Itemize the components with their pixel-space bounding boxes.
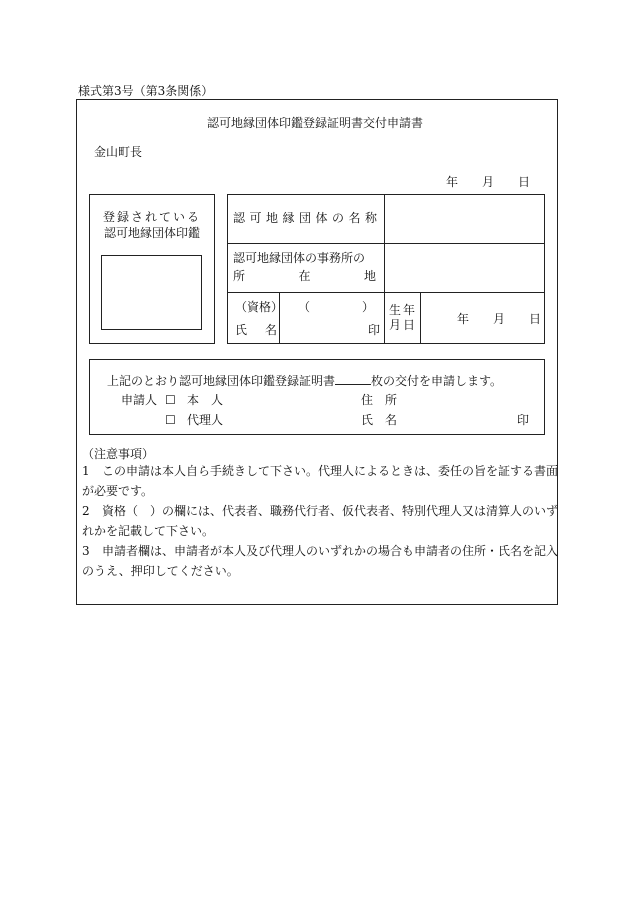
- applicant-seal-mark: 印: [517, 413, 530, 427]
- table-row-divider: [227, 243, 545, 244]
- note-number: 1: [82, 464, 90, 478]
- birthdate-label-line1: 生年: [389, 303, 418, 317]
- representative-name-field[interactable]: [285, 318, 365, 340]
- applicant-name-field[interactable]: [400, 410, 510, 428]
- birthdate-day-label: 日: [529, 312, 542, 326]
- representative-seal-mark: 印: [368, 323, 381, 337]
- request-text-after: 枚の交付を申請します。: [371, 374, 503, 388]
- note-number: 3: [82, 544, 90, 558]
- date-year-label: 年: [446, 175, 459, 189]
- seal-box-caption-line2: 認可地縁団体印鑑: [103, 226, 200, 240]
- group-name-label: 認可地縁団体の名称: [233, 211, 382, 225]
- qualification-field[interactable]: [310, 296, 360, 314]
- office-address-label-char: 在: [298, 269, 311, 283]
- representative-name-label: [235, 324, 277, 336]
- date-month-label: 月: [482, 175, 495, 189]
- name-label-char: 名: [264, 323, 277, 337]
- note-item: [82, 461, 558, 501]
- birthdate-month-label: 月: [493, 312, 506, 326]
- date-day-label: 日: [518, 175, 531, 189]
- group-name-field[interactable]: [386, 196, 543, 241]
- request-text-before: 上記のとおり認可地縁団体印鑑登録証明書: [107, 374, 336, 388]
- table-row-divider: [227, 292, 545, 293]
- note-text: 申請者欄は、申請者が本人及び代理人のいずれかの場合も申請者の住所・氏名を記入のうえ、押印してください。: [82, 544, 559, 578]
- note-item: [82, 541, 558, 581]
- birthdate-label-line2: 月日: [389, 318, 418, 332]
- office-address-label-line2: [233, 270, 376, 282]
- birthdate-year-label: 年: [457, 312, 470, 326]
- notes-heading: （注意事項）: [82, 447, 155, 461]
- office-address-field[interactable]: [386, 245, 543, 290]
- agent-checkbox[interactable]: ☐: [165, 413, 176, 427]
- office-address-label-char: 地: [363, 269, 376, 283]
- seal-impression-area[interactable]: [101, 255, 202, 330]
- note-item: [82, 501, 558, 541]
- qualification-label: （資格）: [235, 300, 284, 314]
- form-number: 様式第3号（第3条関係）: [78, 84, 214, 98]
- note-text: この申請は本人自ら手続きして下さい。代理人によるときは、委任の旨を証する書面が必要です。: [82, 464, 559, 498]
- self-checkbox[interactable]: ☐: [165, 393, 176, 407]
- table-column-divider: [420, 292, 421, 344]
- qualification-paren-close: ）: [362, 300, 375, 314]
- table-column-divider: [384, 194, 385, 344]
- addressee: 金山町長: [94, 145, 143, 159]
- copies-count-field[interactable]: [335, 372, 371, 385]
- agent-label: 代理人: [187, 413, 224, 427]
- name-label-char: 氏: [235, 323, 248, 337]
- note-text: 資格（ ）の欄には、代表者、職務代行者、仮代表者、特別代理人又は清算人のいずれかを記載して下さい。: [82, 504, 559, 538]
- qualification-paren-open: （: [298, 300, 311, 314]
- self-label: 本 人: [187, 393, 224, 407]
- birthdate-field[interactable]: [422, 295, 543, 341]
- request-statement: [107, 372, 502, 387]
- office-address-label-char: 所: [233, 269, 246, 283]
- applicant-address-label: 住 所: [361, 393, 398, 407]
- applicant-name-label: 氏 名: [361, 413, 398, 427]
- applicant-address-field[interactable]: [400, 390, 535, 408]
- office-address-label-line1: 認可地縁団体の事務所の: [233, 251, 366, 265]
- form-title: 認可地縁団体印鑑登録証明書交付申請書: [206, 116, 423, 130]
- applicant-label: 申請人: [121, 393, 158, 407]
- note-number: 2: [82, 504, 90, 518]
- seal-box-caption-line1: 登録されている: [102, 210, 201, 224]
